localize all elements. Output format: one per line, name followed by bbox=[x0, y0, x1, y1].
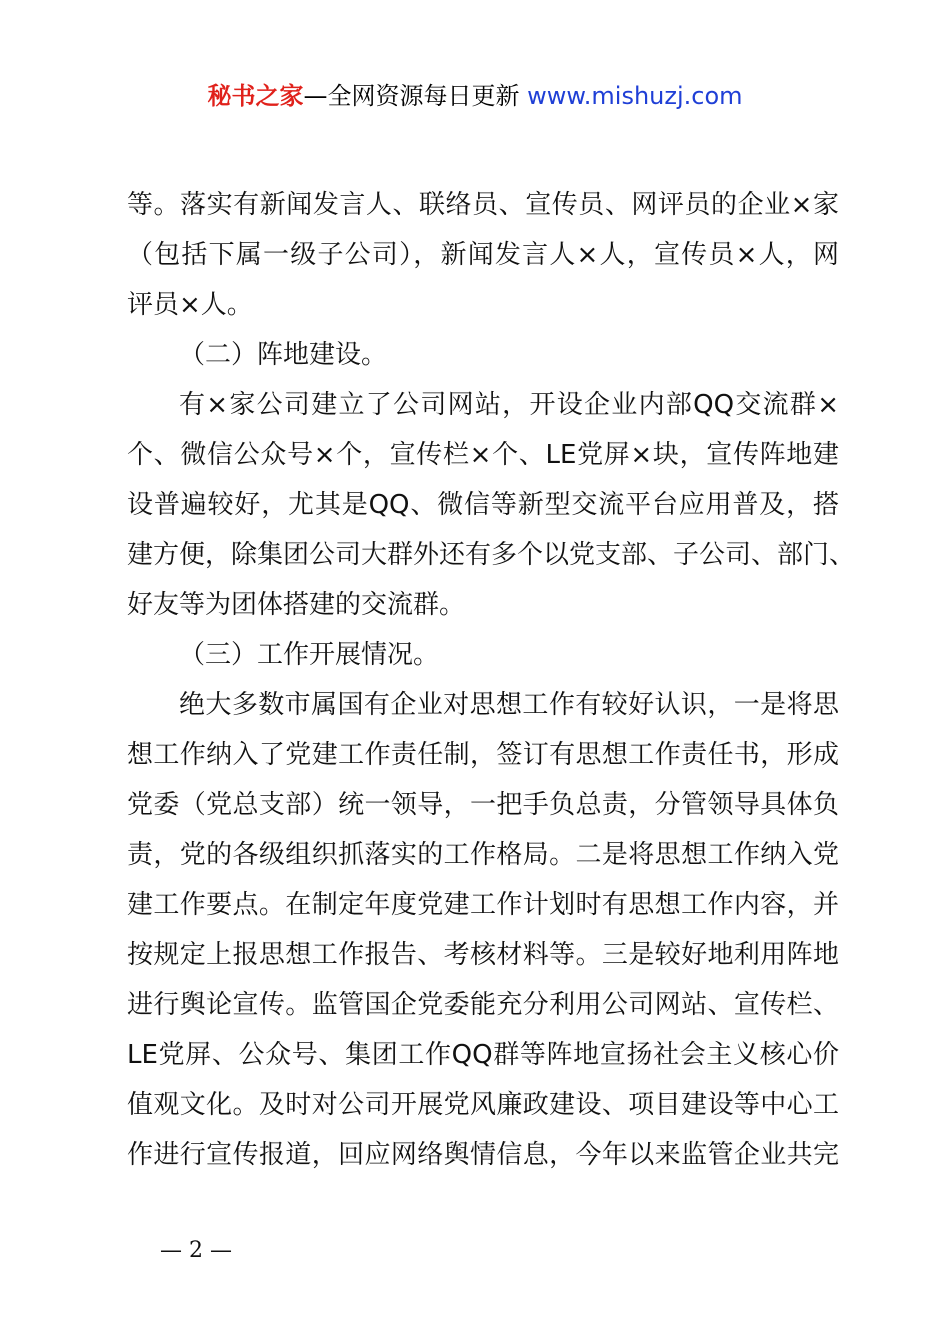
text-line: 等。落实有新闻发言人、联络员、宣传员、网评员的企业×家 bbox=[127, 190, 839, 220]
text-line: 设普遍较好，尤其是QQ、微信等新型交流平台应用普及，搭 bbox=[127, 490, 839, 520]
text-line: 建工作要点。在制定年度党建工作计划时有思想工作内容，并 bbox=[127, 890, 839, 920]
text-line: 想工作纳入了党建工作责任制，签订有思想工作责任书，形成 bbox=[127, 740, 839, 770]
text-line: 责，党的各级组织抓落实的工作格局。二是将思想工作纳入党 bbox=[127, 840, 839, 870]
text-line: 绝大多数市属国有企业对思想工作有较好认识，一是将思 bbox=[179, 690, 839, 720]
section-heading-3: （三）工作开展情况。 bbox=[179, 640, 440, 670]
section-heading-2: （二）阵地建设。 bbox=[179, 340, 388, 370]
brand-name: 秘书之家 bbox=[207, 82, 304, 110]
site-url-link[interactable]: www.mishuzj.com bbox=[527, 82, 743, 110]
paragraph-2 bbox=[127, 380, 856, 630]
text-line: 有×家公司建立了公司网站，开设企业内部QQ交流群× bbox=[179, 390, 839, 420]
page-number: — 2 — bbox=[160, 1238, 232, 1263]
text-line: LE党屏、公众号、集团工作QQ群等阵地宣扬社会主义核心价 bbox=[127, 1040, 839, 1070]
text-line: 好友等为团体搭建的交流群。 bbox=[127, 590, 466, 620]
text-line: 党委（党总支部）统一领导，一把手负总责，分管领导具体负 bbox=[127, 790, 839, 820]
text-line: 建方便，除集团公司大群外还有多个以党支部、子公司、部门、 bbox=[127, 540, 856, 570]
text-line: （包括下属一级子公司），新闻发言人×人，宣传员×人，网 bbox=[127, 240, 839, 270]
paragraph-1 bbox=[127, 180, 839, 330]
document-body bbox=[127, 180, 856, 1180]
text-line: 作进行宣传报道，回应网络舆情信息，今年以来监管企业共完 bbox=[127, 1140, 839, 1170]
site-header bbox=[0, 78, 950, 114]
text-line: 按规定上报思想工作报告、考核材料等。三是较好地利用阵地 bbox=[127, 940, 839, 970]
text-line: 进行舆论宣传。监管国企党委能充分利用公司网站、宣传栏、 bbox=[127, 990, 839, 1020]
header-tagline: —全网资源每日更新 bbox=[303, 82, 528, 110]
text-line: 值观文化。及时对公司开展党风廉政建设、项目建设等中心工 bbox=[127, 1090, 839, 1120]
text-line: 评员×人。 bbox=[127, 290, 253, 320]
paragraph-3 bbox=[127, 680, 839, 1180]
text-line: 个、微信公众号×个，宣传栏×个、LE党屏×块，宣传阵地建 bbox=[127, 440, 839, 470]
